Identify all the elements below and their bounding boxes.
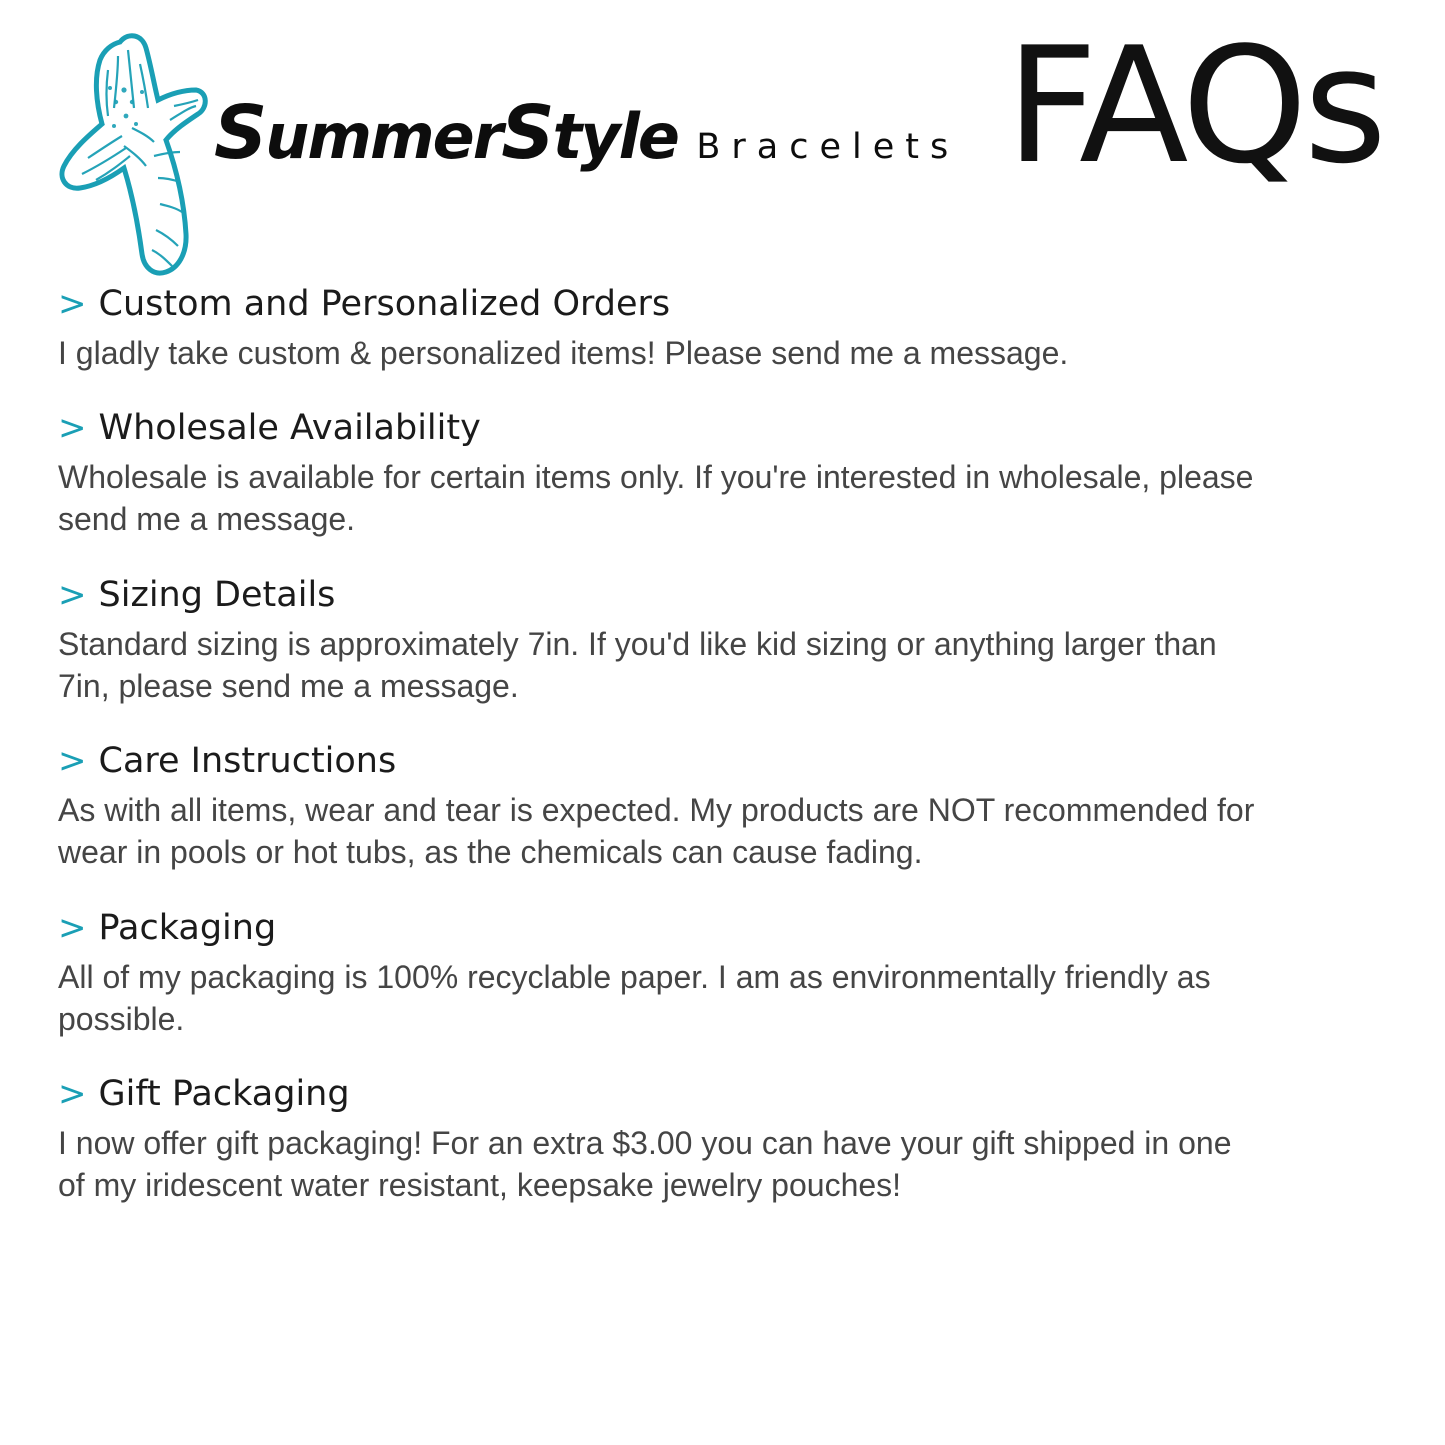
faq-answer: I now offer gift packaging! For an extra $3.00 you can have your gift shipped in one of my iridescent water resistant, keepsake jewelry pouches!	[58, 1125, 1232, 1204]
chevron-right-icon: >	[58, 741, 87, 782]
faq-question-label: Custom and Personalized Orders	[98, 284, 671, 324]
faq-answer: I gladly take custom & personalized items! Please send me a message.	[58, 335, 1069, 371]
brand-text	[214, 90, 960, 176]
chevron-right-icon: >	[58, 574, 87, 615]
faq-answer: Wholesale is available for certain items only. If you're interested in wholesale, please send me a message.	[58, 459, 1254, 538]
faq-item	[58, 741, 1387, 873]
faq-item	[58, 284, 1387, 374]
faq-question-label: Wholesale Availability	[98, 408, 481, 449]
chevron-right-icon: >	[58, 907, 87, 948]
brand-subtitle: Bracelets	[696, 127, 960, 167]
faq-item	[58, 908, 1387, 1040]
faq-question[interactable]	[58, 741, 1387, 781]
starfish-icon	[58, 28, 208, 278]
faq-question-label: Sizing Details	[98, 574, 336, 615]
chevron-right-icon: >	[58, 1074, 87, 1115]
faq-answer: All of my packaging is 100% recyclable paper. I am as environmentally friendly as possible.	[58, 958, 1211, 1037]
page-header	[0, 0, 1445, 290]
faq-question[interactable]	[58, 575, 1387, 615]
faq-list	[0, 284, 1445, 1207]
faq-answer: As with all items, wear and tear is expected. My products are NOT recommended for wear in pools or hot tubs, as the chemicals can cause fading.	[58, 792, 1255, 871]
faq-item	[58, 575, 1387, 707]
faq-question[interactable]	[58, 1074, 1387, 1114]
page-title: FAQs	[1005, 12, 1383, 199]
brand-name: SummerStyle	[214, 90, 678, 176]
faq-item	[58, 408, 1387, 540]
faq-question[interactable]	[58, 284, 1387, 324]
brand-logo	[58, 24, 959, 274]
chevron-right-icon: >	[58, 408, 87, 449]
faq-question[interactable]	[58, 408, 1387, 448]
faq-question-label: Gift Packaging	[98, 1074, 350, 1115]
chevron-right-icon: >	[58, 284, 87, 324]
faq-item	[58, 1074, 1387, 1206]
faq-question-label: Care Instructions	[98, 741, 397, 782]
faq-answer: Standard sizing is approximately 7in. If you'd like kid sizing or anything larger than 7in, please send me a message.	[58, 625, 1217, 704]
faq-question[interactable]	[58, 908, 1387, 948]
faq-question-label: Packaging	[98, 907, 277, 948]
